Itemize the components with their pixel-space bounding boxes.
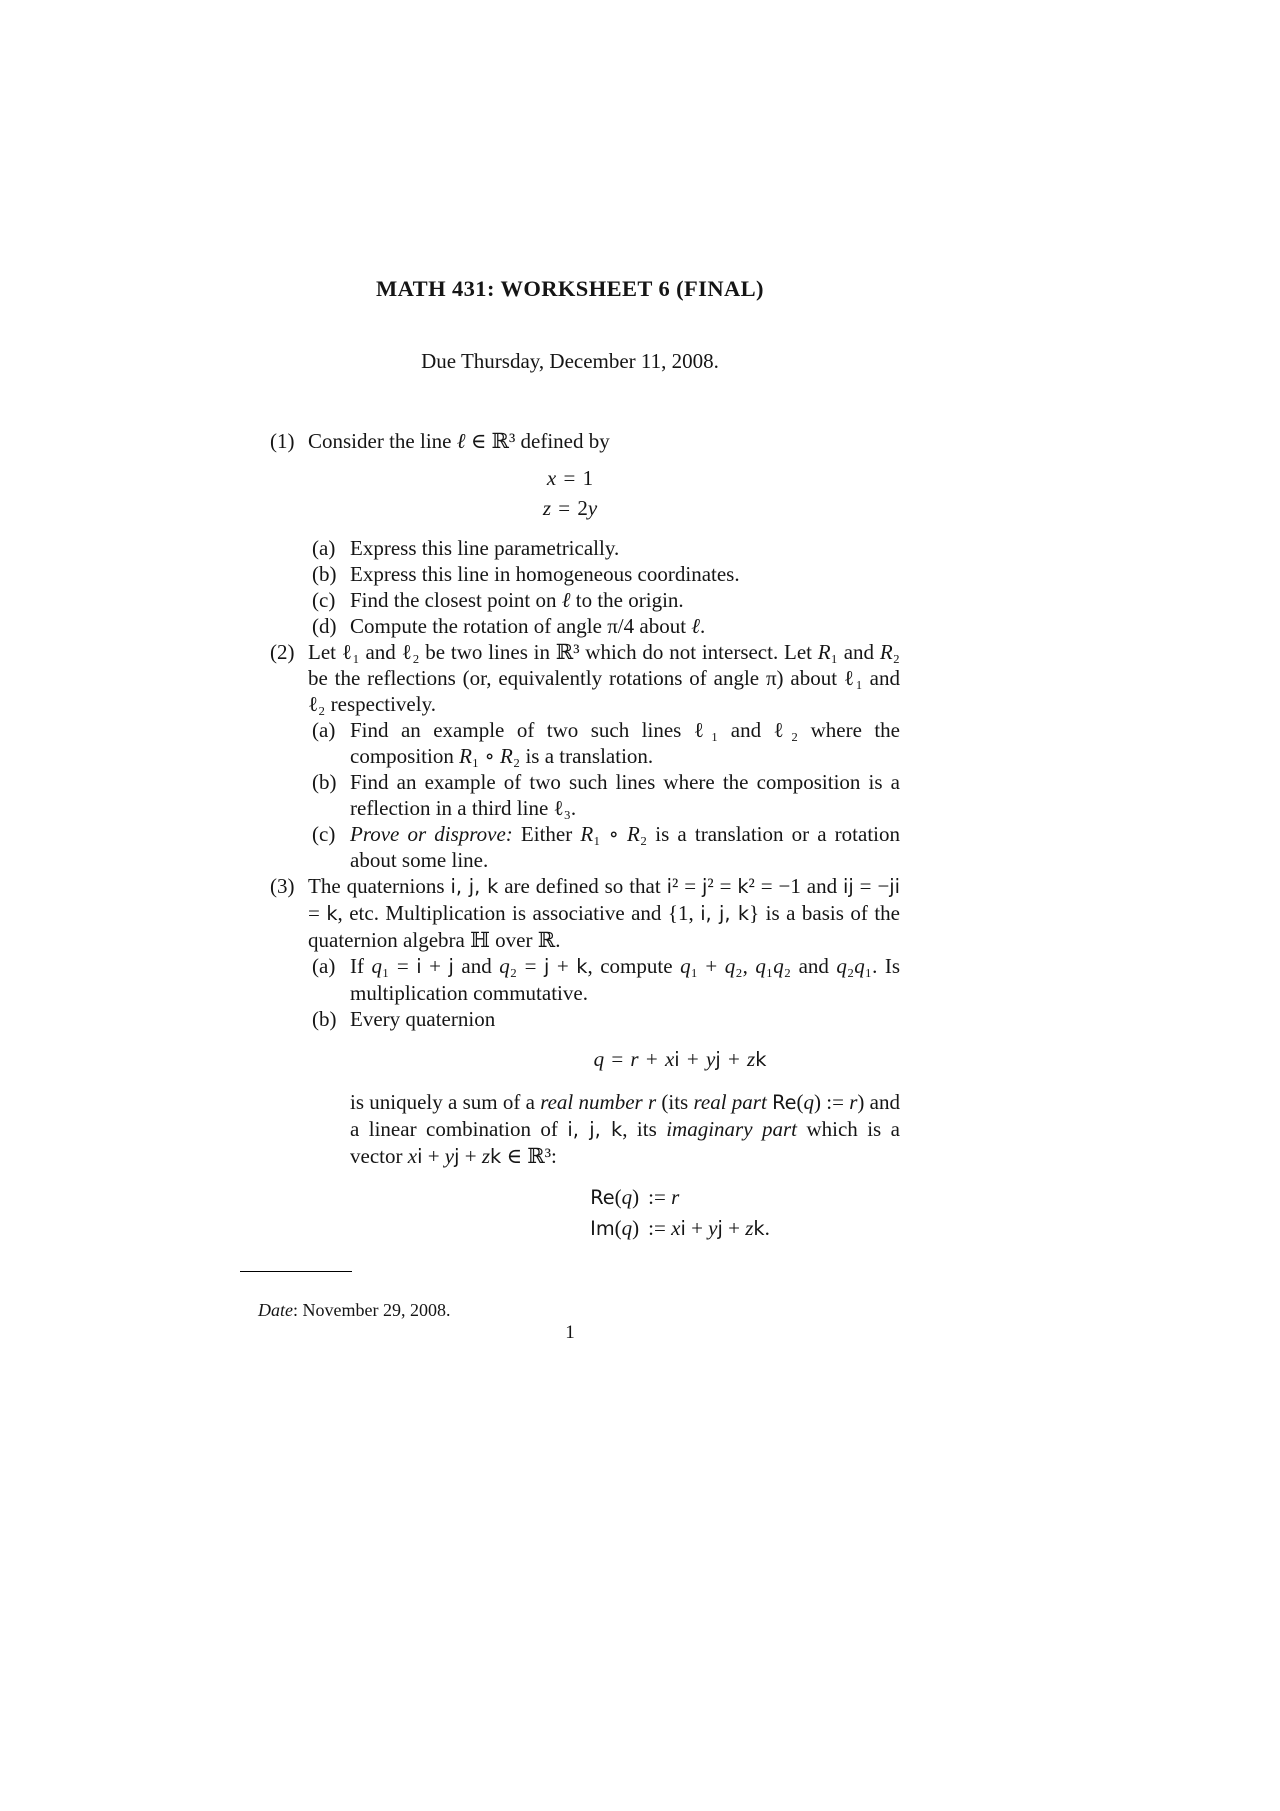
item-3b-text: Every quaternion — [350, 1007, 496, 1031]
item-1a-text: Express this line parametrically. — [350, 536, 620, 560]
problem-1-intro: Consider the line ℓ ∈ ℝ³ defined by — [308, 429, 610, 453]
item-1b-text: Express this line in homogeneous coordinates. — [350, 562, 740, 586]
item-2c — [308, 821, 900, 873]
equation-im-rhs: := xi + yj + zk. — [648, 1216, 770, 1240]
item-2b — [308, 769, 900, 821]
item-3a-text: If q₁ = i + j and q₂ = j + k, compute q₁ + q₂, q₁q₂ and q₂q₁. Is multiplication commutative. — [350, 954, 901, 1005]
item-1d — [308, 613, 900, 639]
problem-1-equations — [240, 463, 900, 523]
item-2c-label: (c) — [312, 822, 336, 846]
equation-quaternion-sum: q = r + xi + yj + zk — [593, 1047, 767, 1071]
item-1d-text: Compute the rotation of angle π/4 about ℓ. — [350, 614, 706, 638]
problem-2-intro: Let ℓ₁ and ℓ₂ be two lines in ℝ³ which do not intersect. Let R₁ and R₂ be the reflections (or, equivalently rotations of angle π) about ℓ₁ and ℓ₂ respectively. — [308, 640, 900, 716]
problem-3-body — [308, 873, 900, 1258]
problem-2-body — [308, 639, 900, 873]
item-1b-label: (b) — [312, 562, 337, 586]
equation-x-equals-1: x = 1 — [546, 466, 594, 490]
problem-2-number: (2) — [270, 640, 295, 664]
document-title: MATH 431: WORKSHEET 6 (FINAL) — [376, 276, 764, 301]
problem-3-number: (3) — [270, 874, 295, 898]
item-3a — [308, 953, 900, 1006]
item-2a-label: (a) — [312, 718, 336, 742]
re-im-align — [590, 1182, 770, 1244]
quaternion-equation-block — [350, 1044, 1010, 1075]
equation-z-equals-2y: z = 2y — [542, 496, 598, 520]
item-3b-body — [350, 1006, 900, 1258]
item-2b-label: (b) — [312, 770, 337, 794]
item-1c-text: Find the closest point on ℓ to the origin. — [350, 588, 684, 612]
item-2a-text: Find an example of two such lines ℓ₁ and ℓ₂ where the composition R₁ ∘ R₂ is a translation. — [350, 718, 900, 768]
date-footnote: Date: November 29, 2008. — [258, 1300, 451, 1320]
item-2a — [308, 717, 900, 769]
problem-1 — [240, 428, 900, 639]
item-2c-text: Prove or disprove: Either R₁ ∘ R₂ is a translation or a rotation about some line. — [350, 822, 900, 872]
item-3b — [308, 1006, 900, 1258]
document-content — [240, 276, 900, 1258]
problem-3 — [240, 873, 900, 1258]
item-1d-label: (d) — [312, 614, 337, 638]
item-3b-label: (b) — [312, 1007, 337, 1031]
due-date-line: Due Thursday, December 11, 2008. — [421, 349, 719, 373]
item-1a-label: (a) — [312, 536, 336, 560]
item-1c — [308, 587, 900, 613]
page-number: 1 — [565, 1322, 575, 1343]
re-im-equation-block — [350, 1182, 1010, 1244]
footnote-rule — [240, 1271, 352, 1272]
equation-im-lhs: Im(q) — [590, 1216, 640, 1240]
equation-re-lhs: Re(q) — [590, 1185, 640, 1209]
problem-1-body — [308, 428, 900, 639]
equation-re-rhs: := r — [648, 1185, 680, 1209]
item-1c-label: (c) — [312, 588, 336, 612]
problem-3-intro: The quaternions i, j, k are defined so that i² = j² = k² = −1 and ij = −ji = k, etc. Multiplication is associative and {1, i, j, k} is a basis of the quaternion algebra ℍ over ℝ. — [308, 874, 901, 952]
item-3b-paragraph: is uniquely a sum of a real number r (its real part Re(q) := r) and a linear combination of i, j, k, its imaginary part which is a vector xi + yj + zk ∈ ℝ³: — [350, 1090, 900, 1168]
item-3a-label: (a) — [312, 954, 336, 978]
problem-2 — [240, 639, 900, 873]
item-2b-text: Find an example of two such lines where the composition is a reflection in a third line ℓ₃. — [350, 770, 900, 820]
item-1b — [308, 561, 900, 587]
item-1a — [308, 535, 900, 561]
problem-1-number: (1) — [270, 429, 295, 453]
